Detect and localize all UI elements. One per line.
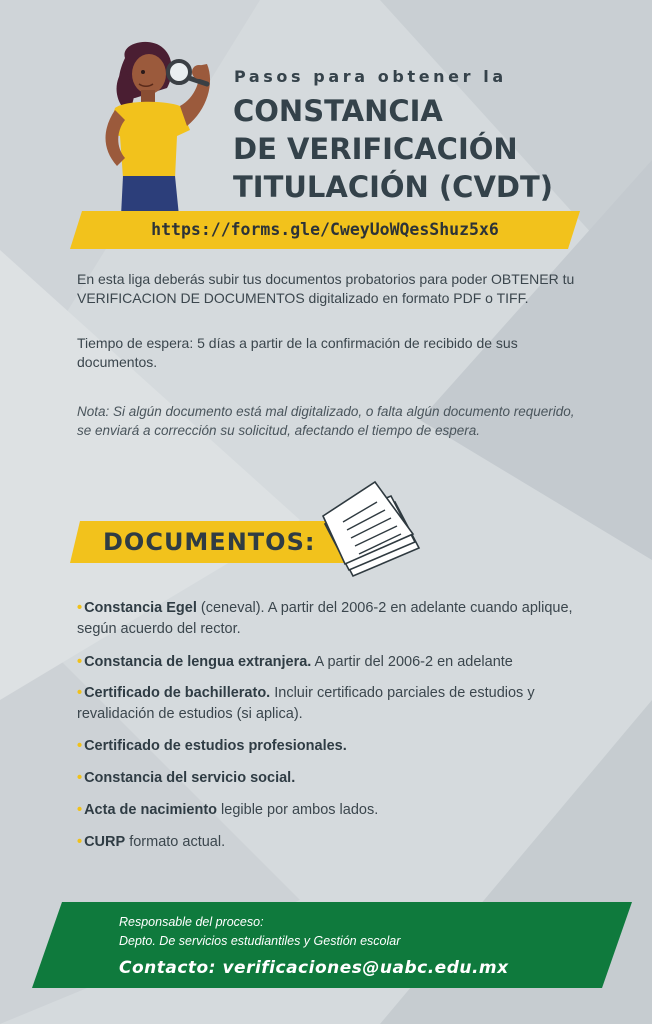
bullet: • <box>77 600 83 616</box>
item-bold: Constancia del servicio social. <box>84 770 296 786</box>
subtitle: Pasos para obtener la <box>234 67 507 86</box>
list-item <box>77 736 577 757</box>
bullet: • <box>77 770 83 786</box>
department-name: Depto. De servicios estudiantiles y Gestión escolar <box>119 934 401 948</box>
item-text: legible por ambos lados. <box>217 802 379 818</box>
title-line-3: TITULACIÓN (CVDT) <box>233 170 554 204</box>
intro-paragraph-2: Tiempo de espera: 5 días a partir de la confirmación de recibido de sus documentos. <box>77 335 518 370</box>
footer <box>119 913 599 982</box>
woman-magnifying-glass-illustration <box>95 38 230 216</box>
page-title <box>233 92 553 206</box>
list-item <box>77 598 577 640</box>
item-bold: Constancia de lengua extranjera. <box>84 654 312 670</box>
item-text: formato actual. <box>125 834 226 850</box>
list-item <box>77 832 577 853</box>
form-link[interactable]: https://forms.gle/CweyUoWQesShuz5x6 <box>151 220 499 239</box>
bullet: • <box>77 834 83 850</box>
bullet: • <box>77 654 83 670</box>
list-item <box>77 768 577 789</box>
intro-paragraph-1: En esta liga deberás subir tus documentos probatorios para poder OBTENER tu VERIFICACION DE DOCUMENTOS digitalizado en formato PDF o TIFF. <box>77 271 575 306</box>
note-paragraph: Nota: Si algún documento está mal digitalizado, o falta algún documento requerido, se enviará a corrección su solicitud, afectando el tiempo de espera. <box>77 404 575 438</box>
item-bold: Certificado de bachillerato. <box>84 685 271 701</box>
title-line-1: CONSTANCIA <box>233 94 443 128</box>
responsible-label: Responsable del proceso: <box>119 915 264 929</box>
contact-email[interactable]: Contacto: verificaciones@uabc.edu.mx <box>119 958 509 978</box>
list-item <box>77 652 577 673</box>
item-text: Incluir certificado parciales de estudios y revalidación de estudios (si aplica). <box>77 685 535 722</box>
item-text: A partir del 2006-2 en adelante <box>311 654 513 670</box>
item-bold: Certificado de estudios profesionales. <box>84 738 347 754</box>
title-line-2: DE VERIFICACIÓN <box>233 132 518 166</box>
bullet: • <box>77 738 83 754</box>
list-item <box>77 800 577 821</box>
documents-heading: DOCUMENTOS: <box>103 528 316 556</box>
item-bold: CURP <box>84 834 126 850</box>
papers-icon <box>315 478 430 588</box>
bullet: • <box>77 685 83 701</box>
list-item <box>77 683 577 725</box>
item-text: (ceneval). A partir del 2006-2 en adelante cuando aplique, según acuerdo del rector. <box>77 600 573 637</box>
bullet: • <box>77 802 83 818</box>
item-bold: Acta de nacimiento <box>84 802 218 818</box>
item-bold: Constancia Egel <box>84 600 197 616</box>
